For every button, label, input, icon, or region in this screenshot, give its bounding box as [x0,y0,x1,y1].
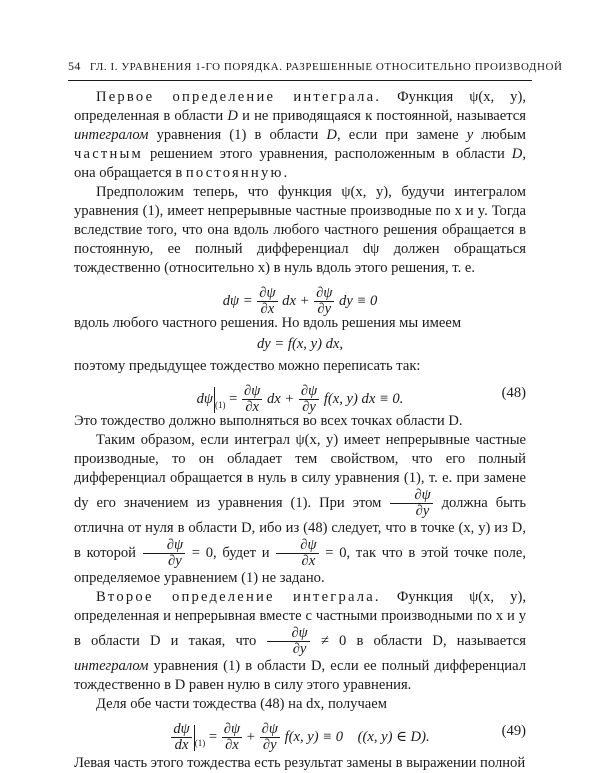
running-header [68,57,563,81]
paragraph-all-points: Это тождество должно выполняться во всех точках области D. [74,413,463,429]
second-definition-paragraph: Второе определение интеграла. Функция ψ(x, y), определенная и непрерывная вместе с частными производными по x и y в области D и такая, что $\frac{\partial\psi}{\partial y}$ ≠ 0 в области D, называется интегралом уравнения (1) в области D, если ее полный дифференциал тождественно в D равен нулю в силу этого уравнения. [74,589,526,693]
paragraph-along-solution: вдоль любого частного решения. Но вдоль решения мы имеем [74,315,462,331]
equation-number-48: (48) [501,385,526,401]
equation-49: $\frac{d\psi}{dx}$ $_{(1)}$ = $\frac{\partial\psi}{\partial x}$ + $\frac{\partial\psi}{\partial y}$ f(x, y) ≡ 0 ((x, y) ∈ D). (49) [173,721,526,753]
paragraph-dividing: Деля обе части тождества (48) на dx, получаем [96,696,387,712]
equation-dy: dy = f(x, y) dx, [256,336,344,352]
integral-term: интегралом [74,127,149,143]
chapter-title: ГЛ. I. УРАВНЕНИЯ 1-ГО ПОРЯДКА. РАЗРЕШЕННЫЕ ОТНОСИТЕЛЬНО ПРОИЗВОДНОЙ [89,61,563,73]
text-column [74,88,526,773]
paragraph-rewrite: поэтому предыдущее тождество можно переписать так: [74,358,421,374]
paragraph-left-side: Левая часть этого тождества есть результат замены в выражении полной [74,755,526,771]
first-definition-paragraph: Первое определение интеграла. Функция ψ(x, y), определенная в области D и не приводящаяся к постоянной, называется интегралом уравнения (1) в области D, если при замене y любым частным решением этого уравнения, расположенным в области D, она обращается в постоянную. [74,89,527,181]
paragraph-differential: Предположим теперь, что функция ψ(x, y), будучи интегралом уравнения (1), имеет непрерывные частные производные по x и y. Тогда вследствие того, что она вдоль любого частного решения обращается в постоянную, ее полный дифференциал dψ должен обращаться тождественно (относительно x) в нуль вдоль этого решения, т. е. [74,184,526,276]
equation-48: dψ $_{(1)}$ = $\frac{\partial\psi}{\partial x}$ dx + $\frac{\partial\psi}{\partial y}$ f(x, y) dx ≡ 0. (48) [196,383,526,415]
equation-dpsi: dψ = $\frac{\partial\psi}{\partial x}$ dx + $\frac{\partial\psi}{\partial y}$ dy ≡ 0 [222,285,378,317]
first-definition-heading: Первое определение интеграла. [96,89,382,105]
page-number: 54 [68,59,81,73]
second-definition-heading: Второе определение интеграла. [96,589,381,605]
equation-number-49: (49) [501,723,526,739]
paragraph-thus: Таким образом, если интеграл ψ(x, y) имеет непрерывные частные производные, то он обладает тем свойством, что его полный дифференциал обращается в нуль в силу уравнения (1), т. е. при замене dy его значением из уравнения (1). При этом $\frac{\partial\psi}{\partial y}$ должна быть отлична от нуля в области D, ибо из (48) следует, что в точке (x, y) из D, в которой $\frac{\partial\psi}{\partial y}$ = 0, будет и $\frac{\partial\psi}{\partial x}$ = 0, так что в этой точке поле, определяемое уравнением (1) не задано. [74,432,526,586]
